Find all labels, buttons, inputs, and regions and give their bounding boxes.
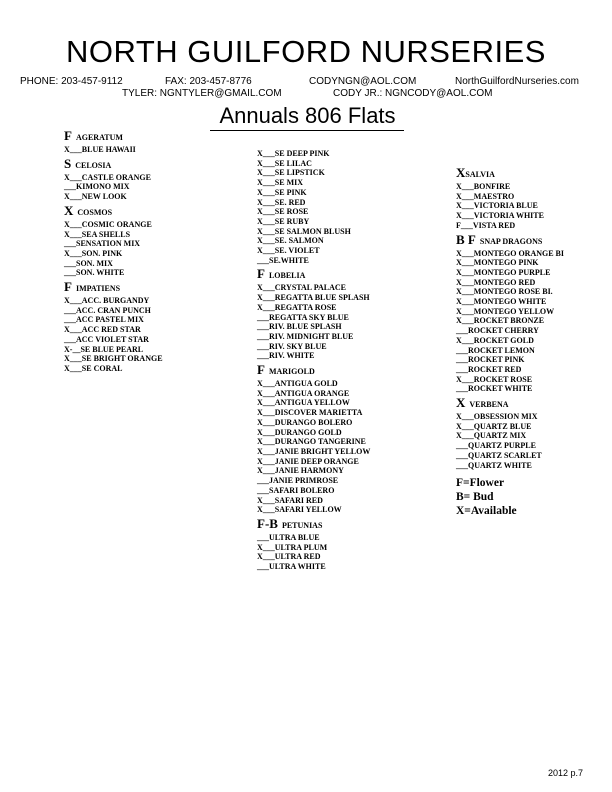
section-impatiens (64, 278, 264, 374)
plant-item: ___RIV. BLUE SPLASH (257, 322, 342, 332)
plant-item: ___RIV. MIDNIGHT BLUE (257, 331, 354, 341)
plant-item: X___MONTEGO YELLOW (456, 306, 555, 316)
availability-code: F (64, 279, 72, 295)
section-heading (64, 202, 264, 220)
plant-item: X___SON. PINK (64, 248, 123, 258)
plant-category: CELOSIA (75, 160, 112, 170)
section-lobelia (257, 265, 457, 361)
plant-item: X___DURANGO GOLD (257, 427, 342, 437)
plant-item: X___ULTRA RED (257, 552, 321, 562)
plant-item: X___NEW LOOK (64, 192, 127, 202)
plant-category: VERBENA (469, 400, 509, 410)
plant-item: ___ROCKET PINK (456, 355, 525, 365)
plant-item: X-__SE BLUE PEARL (64, 344, 144, 354)
plant-item: ___JANIE PRIMROSE (257, 476, 339, 486)
plant-item: X___SAFARI YELLOW (257, 505, 342, 515)
plant-item: X___CRYSTAL PALACE (257, 283, 346, 293)
plant-item: X___SE SALMON BLUSH (257, 226, 351, 236)
plant-item: X___CASTLE ORANGE (64, 172, 151, 182)
plant-item: X___REGATTA BLUE SPLASH (257, 293, 370, 303)
column-3 (456, 164, 612, 518)
plant-item: X___DURANGO BOLERO (257, 417, 353, 427)
section-cosmos (64, 202, 264, 278)
plant-item: X___COSMIC ORANGE (64, 219, 152, 229)
plant-item: ___SON. WHITE (64, 268, 125, 278)
email-cody-jr: CODY JR.: NGNCODY@AOL.COM (333, 88, 493, 99)
plant-category: COSMOS (77, 207, 113, 217)
page-footer: 2012 p.7 (548, 768, 584, 778)
email-main: CODYNGN@AOL.COM (309, 76, 417, 87)
plant-category: AGERATUM (75, 133, 123, 142)
plant-item: X___ROCKET BRONZE (456, 316, 545, 326)
phone-number: PHONE: 203-457-9112 (20, 76, 123, 87)
plant-item: X___SE CORAL (64, 363, 123, 373)
section-verbena (456, 394, 612, 470)
plant-item: X___MONTEGO ORANGE BI (456, 248, 565, 258)
plant-item: X___JANIE DEEP ORANGE (257, 456, 359, 466)
plant-item: X___QUARTZ MIX (456, 431, 527, 441)
availability-code: F (257, 266, 265, 282)
section-heading (257, 265, 457, 283)
plant-item: ___QUARTZ PURPLE (456, 441, 536, 451)
plant-item: ___ROCKET CHERRY (456, 326, 539, 336)
plant-item: X___SE. SALMON (257, 236, 324, 246)
plant-item: X___ANTIGUA ORANGE (257, 388, 350, 398)
plant-item: X___SE. VIOLET (257, 246, 320, 256)
plant-category: SALVIA (465, 170, 495, 179)
plant-item: ___SENSATION MIX (64, 239, 141, 249)
section-marigold (257, 361, 457, 515)
legend-available: X=Available (456, 505, 517, 518)
plant-item: ___ROCKET LEMON (456, 345, 535, 355)
plant-item: X___ACC. BURGANDY (64, 296, 150, 306)
plant-item: ___SE.WHITE (257, 255, 309, 265)
plant-item: ___KIMONO MIX (64, 182, 130, 192)
plant-item: X___MONTEGO ROSE BI. (456, 287, 553, 297)
plant-item: X___ULTRA PLUM (257, 542, 328, 552)
plant-item: X___REGATTA ROSE (257, 302, 337, 312)
plant-item: X___DISCOVER MARIETTA (257, 408, 363, 418)
plant-item: X___SE LIPSTICK (257, 168, 325, 178)
plant-item: ___QUARTZ WHITE (456, 460, 532, 470)
availability-code: X (64, 202, 74, 218)
plant-item: X___SEA SHELLS (64, 229, 131, 239)
plant-category: SNAP DRAGONS (479, 236, 543, 246)
plant-item: ___QUARTZ SCARLET (456, 450, 542, 460)
plant-item: X___ACC RED STAR (64, 325, 141, 335)
section-heading (257, 361, 457, 379)
plant-item: ___ACC PASTEL MIX (64, 315, 144, 325)
section-petunias (257, 515, 457, 572)
plant-item: X___QUARTZ BLUE (456, 421, 532, 431)
availability-code: S (64, 155, 72, 171)
legend-flower: F=Flower (456, 477, 505, 490)
plant-item: ___SON. MIX (64, 258, 113, 268)
section-salvia (456, 164, 612, 231)
plant-item: X___SE ROSE (257, 207, 309, 217)
plant-item: ___ULTRA WHITE (257, 562, 326, 572)
availability-code: B F (456, 231, 476, 247)
plant-item: X___SE LILAC (257, 158, 312, 168)
plant-category: PETUNIAS (281, 520, 323, 530)
plant-item: ___ROCKET WHITE (456, 384, 533, 394)
section-heading (456, 394, 612, 412)
column-2 (257, 149, 457, 572)
section-heading (257, 515, 457, 533)
plant-category: LOBELIA (268, 271, 306, 281)
plant-item: X___SE MIX (257, 178, 304, 188)
plant-category: IMPATIENS (75, 284, 121, 294)
section-ageratum (64, 127, 264, 155)
section-heading (456, 231, 612, 249)
plant-item: X___SE BRIGHT ORANGE (64, 354, 163, 364)
plant-item: ___ACC VIOLET STAR (64, 334, 149, 344)
plant-item: ___ULTRA BLUE (257, 532, 320, 542)
plant-item: X___SE PINK (257, 187, 307, 197)
plant-item: X___MONTEGO RED (456, 277, 536, 287)
availability-code: X (456, 395, 466, 411)
plant-item: X___BLUE HAWAII (64, 145, 136, 154)
plant-item: ___REGATTA SKY BLUE (257, 312, 349, 322)
section-heading (456, 164, 612, 182)
plant-item: X___SE RUBY (257, 216, 310, 226)
website-link: NorthGuilfordNurseries.com (455, 76, 579, 87)
plant-item: X___MAESTRO (456, 191, 515, 201)
email-tyler: TYLER: NGNTYLER@GMAIL.COM (122, 88, 282, 99)
price-list-subtitle: Annuals 806 Flats (219, 103, 396, 128)
legend (456, 476, 612, 518)
plant-item: X___MONTEGO WHITE (456, 297, 547, 307)
availability-code: X (456, 165, 466, 180)
section-heading (64, 155, 264, 173)
plant-item: X___ROCKET ROSE (456, 374, 533, 384)
plant-item: X___VICTORIA WHITE (456, 211, 544, 221)
plant-item: ___SAFARI BOLERO (257, 485, 335, 495)
plant-item: X___SE DEEP PINK (257, 149, 330, 158)
plant-item: X___ANTIGUA YELLOW (257, 398, 350, 408)
availability-code: F (257, 362, 265, 378)
plant-item: X___BONFIRE (456, 182, 511, 191)
plant-item: X___SE. RED (257, 197, 306, 207)
plant-item: X___ANTIGUA GOLD (257, 379, 338, 389)
plant-item: ___ROCKET RED (456, 364, 522, 374)
plant-category: MARIGOLD (268, 367, 315, 377)
plant-item: F___VISTA RED (456, 220, 516, 230)
section-heading (64, 278, 264, 296)
plant-item: ___RIV. SKY BLUE (257, 341, 327, 351)
plant-item: X___MONTEGO PINK (456, 258, 539, 268)
page-title: NORTH GUILFORD NURSERIES (66, 34, 546, 69)
availability-code: F-B (257, 515, 278, 531)
plant-item: ___RIV. WHITE (257, 351, 315, 361)
section-celosia (64, 155, 264, 202)
plant-item: X___JANIE BRIGHT YELLOW (257, 446, 371, 456)
column-1 (64, 127, 264, 374)
plant-item: X___SAFARI RED (257, 495, 323, 505)
plant-item: ___ACC. CRAN PUNCH (64, 305, 151, 315)
section-impatiens-continued (257, 149, 457, 265)
plant-item: X___OBSESSION MIX (456, 412, 538, 422)
plant-item: X___MONTEGO PURPLE (456, 267, 551, 277)
plant-item: X___DURANGO TANGERINE (257, 437, 366, 447)
fax-number: FAX: 203-457-8776 (165, 76, 252, 87)
plant-item: X___JANIE HARMONY (257, 466, 344, 476)
availability-code: F (64, 128, 72, 143)
legend-bud: B= Bud (456, 491, 494, 504)
plant-item: X___VICTORIA BLUE (456, 201, 538, 211)
section-snap-dragons (456, 231, 612, 395)
section-heading (64, 127, 264, 145)
plant-item: X___ROCKET GOLD (456, 335, 534, 345)
